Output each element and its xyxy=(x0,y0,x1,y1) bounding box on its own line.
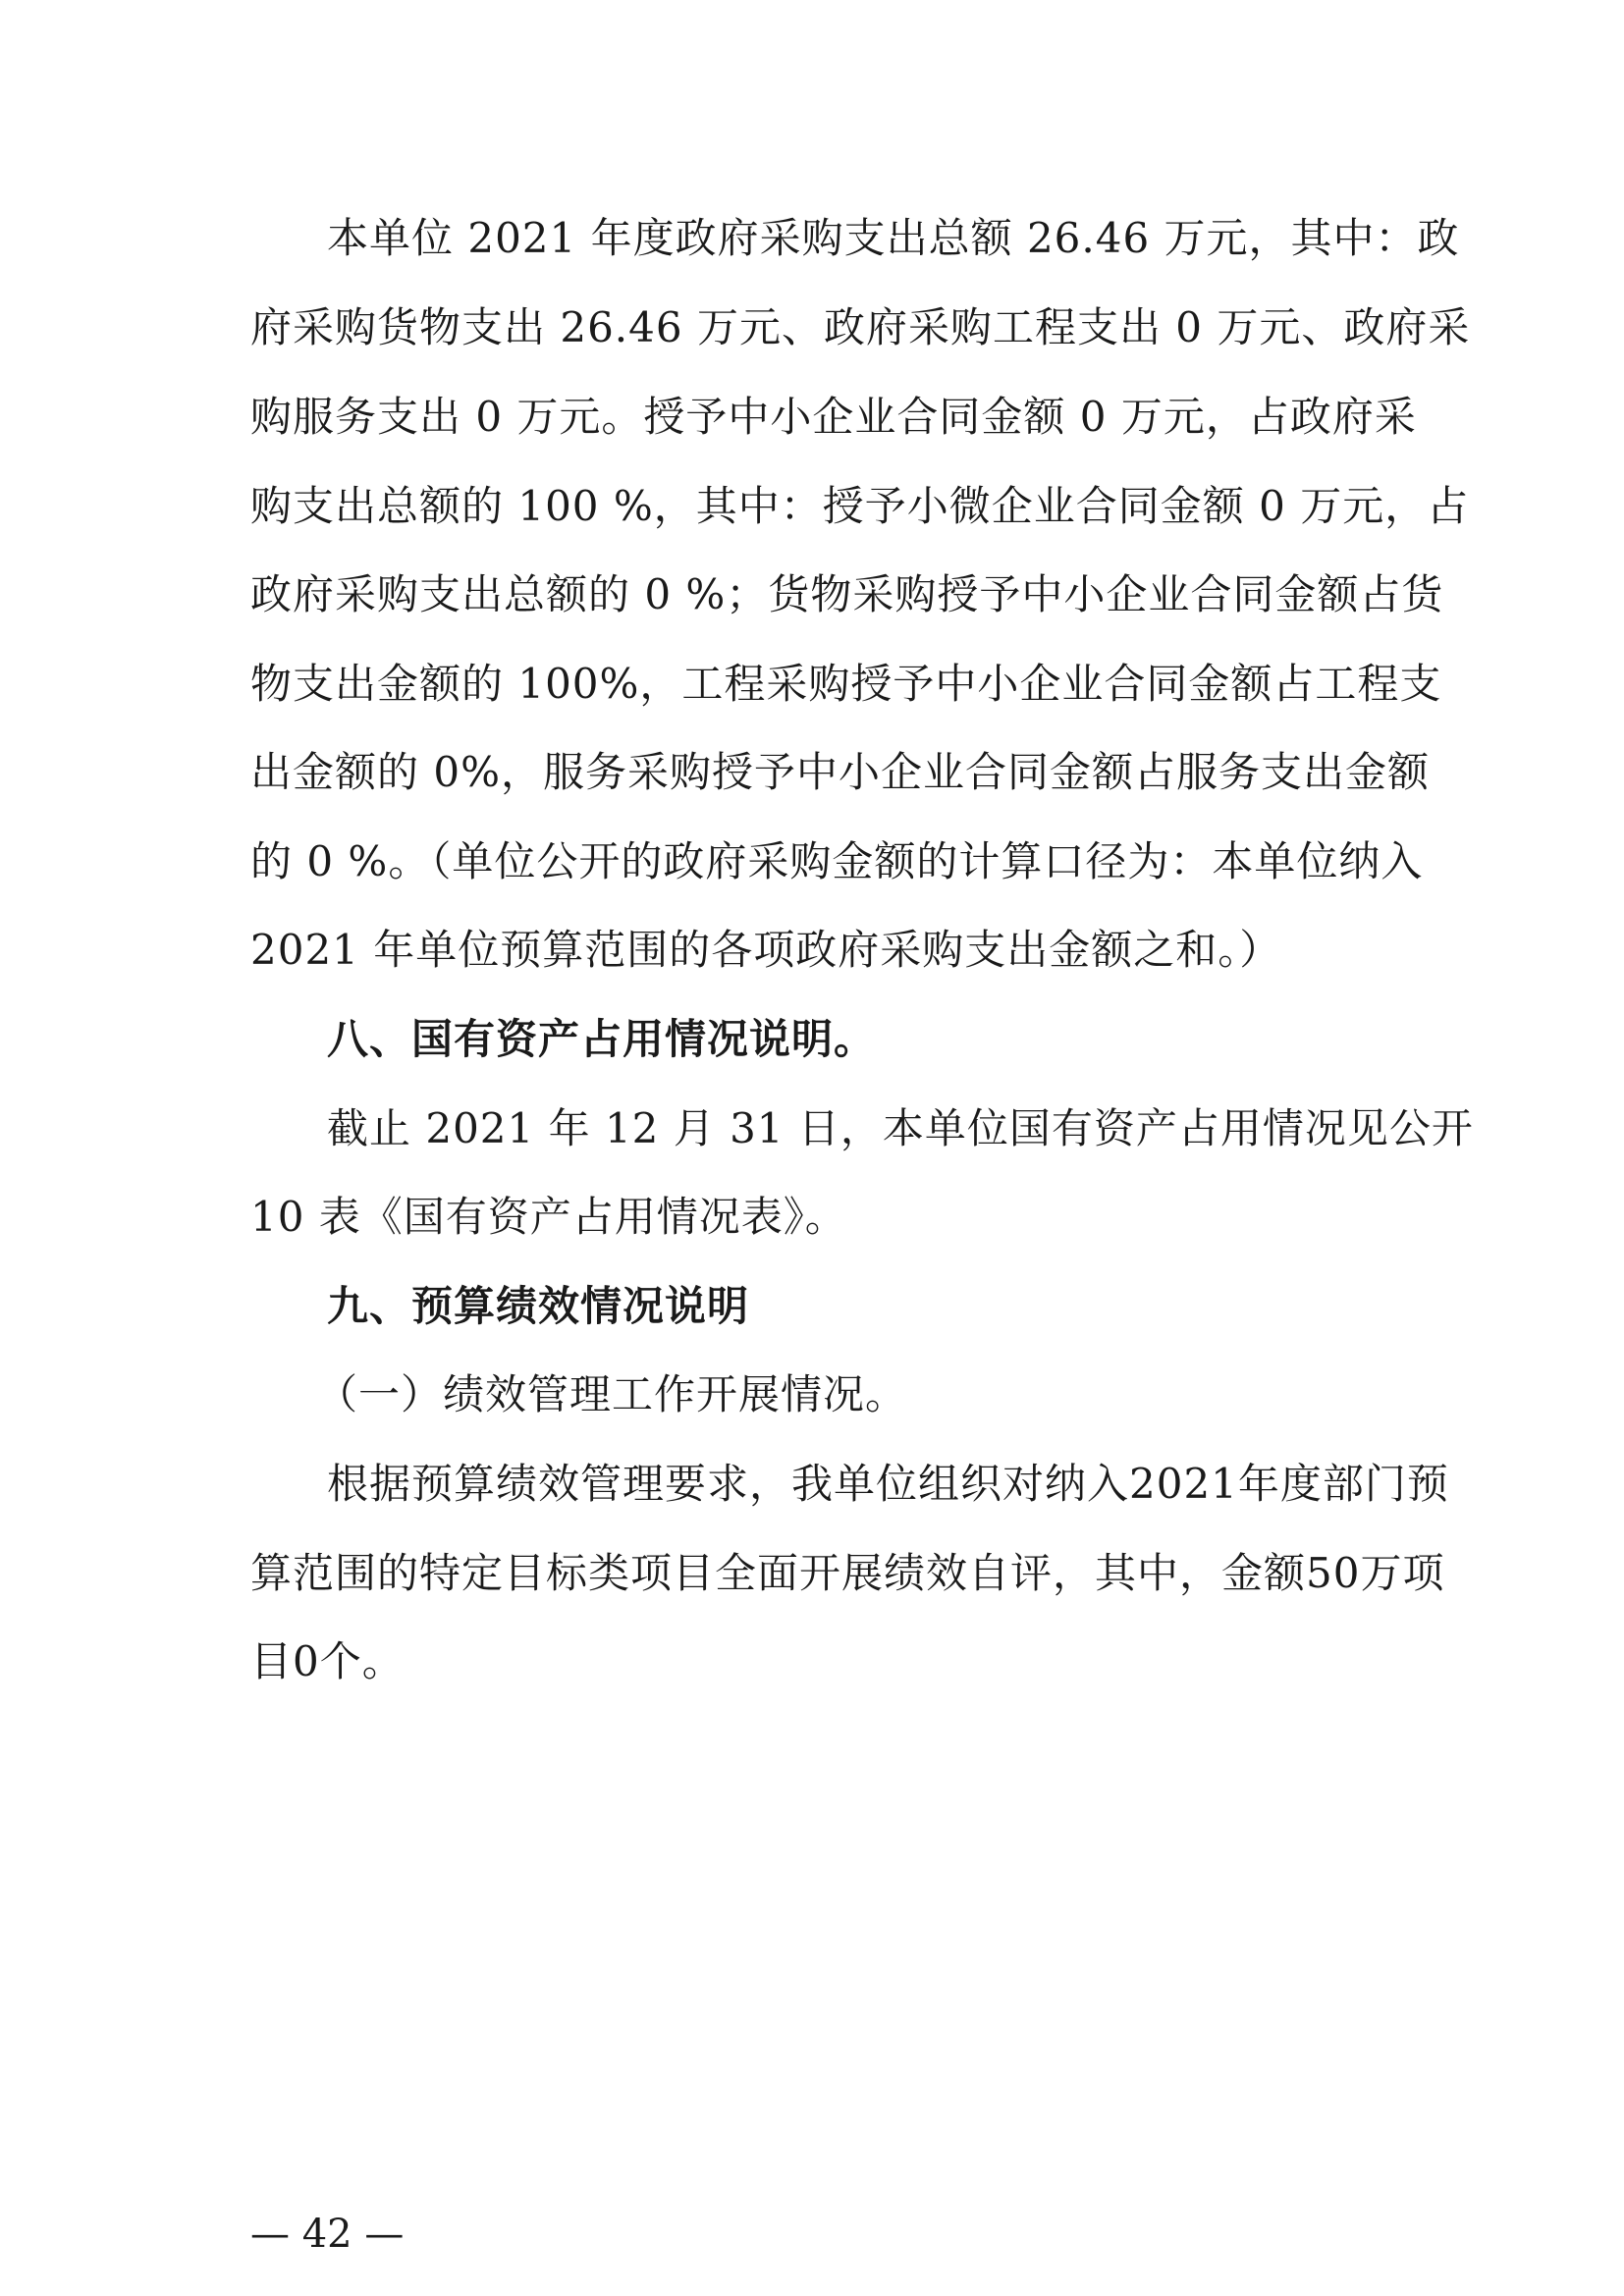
procurement-line-3: 购服务支出 0 万元。授予中小企业合同金额 0 万元，占政府采 xyxy=(250,393,1417,441)
procurement-line-2: 府采购货物支出 26.46 万元、政府采购工程支出 0 万元、政府采 xyxy=(250,303,1471,351)
section-8-line-1: 截止 2021 年 12 月 31 日，本单位国有资产占用情况见公开 xyxy=(327,1104,1474,1152)
procurement-line-6: 物支出金额的 100%，工程采购授予中小企业合同金额占工程支 xyxy=(250,660,1442,708)
procurement-line-1: 本单位 2021 年度政府采购支出总额 26.46 万元，其中：政 xyxy=(327,214,1460,262)
section-9-line-2: 算范围的特定目标类项目全面开展绩效自评，其中，金额50万项 xyxy=(250,1549,1445,1597)
section-8-line-2: 10 表《国有资产占用情况表》。 xyxy=(250,1193,847,1241)
section-8-heading: 八、国有资产占用情况说明。 xyxy=(327,1015,877,1063)
section-9-line-1: 根据预算绩效管理要求，我单位组织对纳入2021年度部门预 xyxy=(327,1460,1449,1508)
page-number: — 42 — xyxy=(250,2212,405,2257)
section-9-subheading: （一）绩效管理工作开展情况。 xyxy=(316,1370,908,1418)
procurement-line-7: 出金额的 0%，服务采购授予中小企业合同金额占服务支出金额 xyxy=(250,748,1430,796)
procurement-line-4: 购支出总额的 100 %，其中：授予小微企业合同金额 0 万元，占 xyxy=(250,482,1470,530)
procurement-line-5: 政府采购支出总额的 0 %；货物采购授予中小企业合同金额占货 xyxy=(250,570,1444,618)
section-9-line-3: 目0个。 xyxy=(250,1637,405,1685)
section-9-heading: 九、预算绩效情况说明 xyxy=(327,1282,750,1330)
procurement-line-8: 的 0 %。（单位公开的政府采购金额的计算口径为：本单位纳入 xyxy=(250,837,1424,885)
procurement-line-9: 2021 年单位预算范围的各项政府采购支出金额之和。） xyxy=(250,926,1282,974)
